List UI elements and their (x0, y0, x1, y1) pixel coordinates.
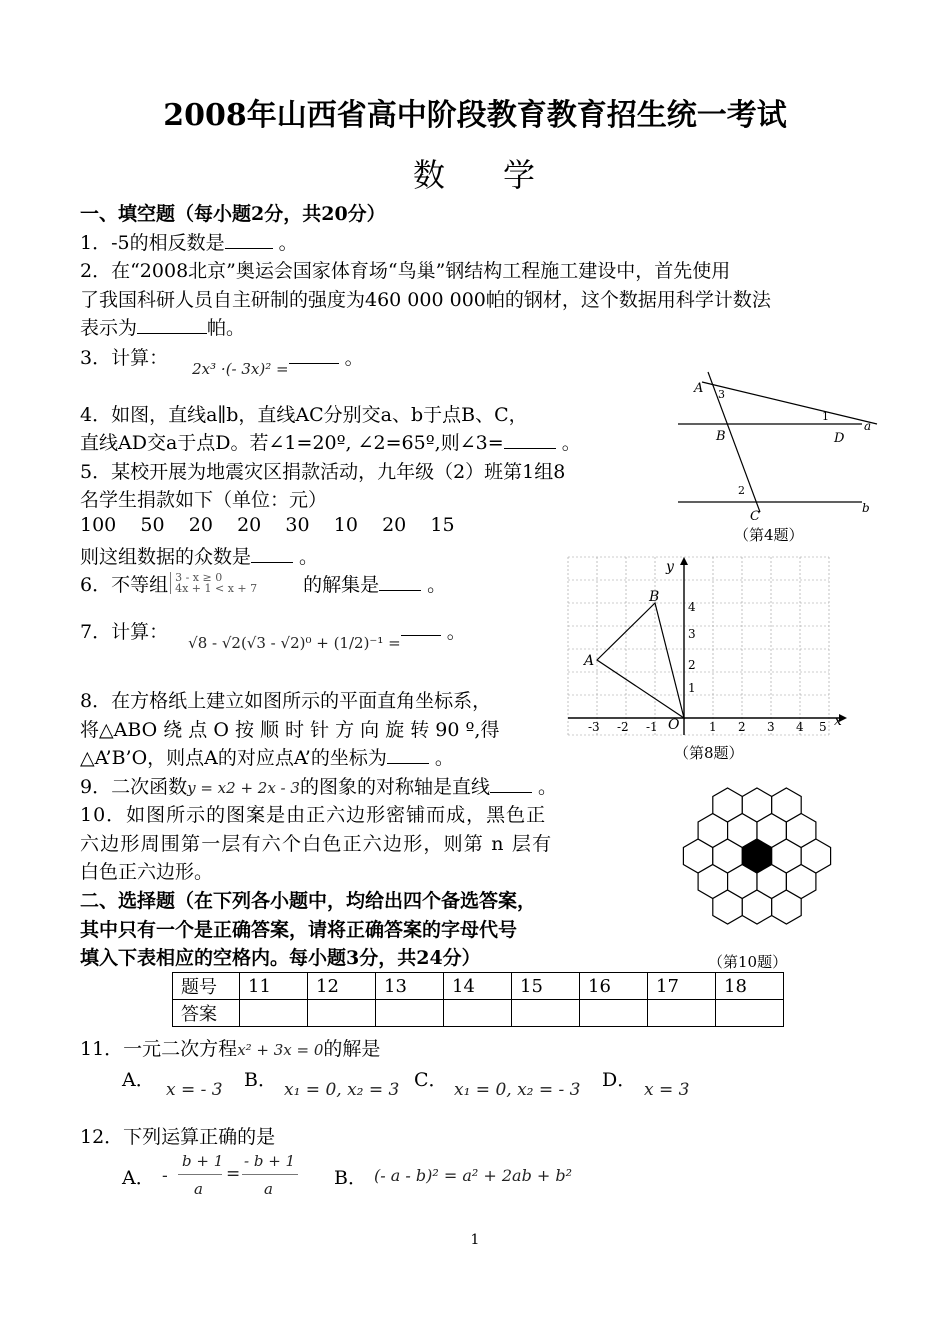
tick-label: 5 (819, 720, 827, 734)
tick-label: 3 (688, 627, 696, 641)
q8-line3: △A’B’O，则点A的对应点A’的坐标为 。 (80, 747, 454, 769)
equals-sign: = (226, 1164, 241, 1184)
label-c-point: C (750, 509, 760, 524)
q11-option-b-text: x₁ = 0, x₂ = 3 (284, 1080, 400, 1100)
x-tick-labels (588, 720, 827, 734)
point-b-label: B (649, 589, 660, 605)
triangle-abo (597, 603, 684, 718)
figure-10-caption: （第10题） (708, 953, 788, 971)
table-cell: 14 (444, 973, 512, 1000)
tick-label: 1 (688, 681, 696, 695)
fraction-bar (242, 1174, 298, 1175)
figure-8 (564, 553, 854, 763)
q12-a-den2: a (264, 1180, 273, 1198)
section2-line3: 填入下表相应的空格内。每小题3分，共24分） (80, 947, 481, 969)
grid (568, 557, 829, 735)
figure-4-caption: （第4题） (734, 526, 804, 544)
tick-label: 1 (709, 720, 717, 734)
q11-option-d: D． (602, 1069, 637, 1091)
page-title: 2008年山西省高中阶段教育教育招生统一考试 (163, 98, 787, 133)
tick-label: 3 (767, 720, 775, 734)
answer-table (172, 972, 784, 1027)
q10-line3: 白色正六边形。 (80, 861, 214, 883)
figure-4 (672, 362, 882, 552)
q2-line3: 表示为 帕。 (80, 317, 246, 339)
table-cell: 16 (580, 973, 648, 1000)
label-angle-1: 1 (822, 410, 829, 423)
subject-char-2: 学 (503, 156, 538, 194)
q4-line1: 4．如图，直线a∥b，直线AC分别交a、b于点B、C， (80, 404, 528, 426)
answer-blank (490, 774, 532, 793)
q11-option-a-text: x = - 3 (166, 1080, 223, 1100)
table-cell: 17 (648, 973, 716, 1000)
line-ad (702, 382, 877, 424)
table-cell: 12 (308, 973, 376, 1000)
page-number: 1 (470, 1232, 480, 1248)
axis-y-label: y (666, 559, 674, 575)
subject-heading (0, 150, 950, 196)
minus-sign: - (162, 1166, 168, 1186)
section1-heading: 一、填空题（每小题2分，共20分） (80, 203, 386, 225)
label-d-point: D (834, 431, 845, 446)
section2-line2: 其中只有一个是正确答案，请将正确答案的字母代号 (80, 919, 518, 941)
answer-blank (289, 345, 339, 364)
table-row (173, 1000, 784, 1027)
q8-line2: 将△ABO 绕 点 O 按 顺 时 针 方 向 旋 转 90 º,得 (80, 719, 500, 741)
q7-expression: √8 - √2(√3 - √2)⁰ + (1/2)⁻¹ = (188, 634, 401, 652)
q10-line2: 六边形周围第一层有六个白色正六边形，则第 n 层有 (80, 833, 553, 855)
q8-line1: 8．在方格纸上建立如图所示的平面直角坐标系， (80, 690, 492, 712)
q6: 6．不等组 3 - x ≥ 0 4x + 1 < x + 7 的解集是 。 (80, 571, 447, 596)
label-line-b: b (862, 501, 870, 515)
table-row (173, 973, 784, 1000)
q9: 9．二次函数y = x2 + 2x - 3的图象的对称轴是直线 。 (80, 776, 557, 798)
answer-cell[interactable] (580, 1000, 648, 1027)
answer-blank (251, 544, 293, 563)
answer-cell[interactable] (648, 1000, 716, 1027)
label-a-point: A (694, 381, 704, 396)
q3-expression: 2x³ ·(- 3x)² = (192, 360, 289, 378)
q7: 7．计算： $_{√8 - √2(√3 - √2)^0 + (1/2)^{-1} =}$ 。 (80, 617, 466, 644)
answer-blank (225, 230, 273, 249)
q12-a-den: a (194, 1180, 203, 1198)
y-arrow (680, 557, 688, 565)
tick-label: 4 (796, 720, 804, 734)
q6-inequality-system: 3 - x ≥ 0 4x + 1 < x + 7 (170, 572, 303, 594)
subject-char-1: 数 (412, 156, 447, 194)
q5-line2: 名学生捐款如下（单位：元） (80, 489, 328, 511)
q11-option-d-text: x = 3 (644, 1080, 690, 1100)
q12-option-a: A． (122, 1167, 155, 1189)
answer-blank (504, 430, 556, 449)
q11-stem: 11．一元二次方程x² + 3x = 0的解是 (80, 1038, 381, 1060)
q11-option-c-text: x₁ = 0, x₂ = - 3 (454, 1080, 581, 1100)
answer-blank (401, 617, 441, 636)
q2-line1: 2．在“2008北京”奥运会国家体育场“鸟巢”钢结构工程施工建设中，首先使用 (80, 260, 731, 282)
answer-cell[interactable] (376, 1000, 444, 1027)
q12-a-num1: b + 1 (182, 1152, 224, 1170)
tick-label: 4 (688, 600, 696, 614)
q10-line1: 10．如图所示的图案是由正六边形密铺而成，黑色正 (80, 804, 547, 826)
q12-a-num2: - b + 1 (244, 1152, 296, 1170)
answer-cell[interactable] (716, 1000, 784, 1027)
q2-line2: 了我国科研人员自主研制的强度为460 000 000帕的钢材，这个数据用科学计数法 (80, 289, 771, 311)
q12-option-b: B． (334, 1167, 367, 1189)
tick-label: -3 (588, 720, 600, 734)
label-angle-2: 2 (738, 484, 745, 497)
tick-label: 2 (688, 658, 696, 672)
answer-cell[interactable] (308, 1000, 376, 1027)
table-cell: 11 (240, 973, 308, 1000)
axis-x-label: x (834, 713, 842, 729)
y-tick-labels (688, 600, 696, 695)
q11-option-a: A． (122, 1069, 155, 1091)
figure-8-caption: （第8题） (674, 744, 744, 762)
tick-label: 2 (738, 720, 746, 734)
q1: 1．-5的相反数是 。 (80, 232, 298, 254)
answer-blank (137, 315, 207, 334)
table-cell: 13 (376, 973, 444, 1000)
table-cell: 15 (512, 973, 580, 1000)
tick-label: -2 (617, 720, 629, 734)
fraction-bar (178, 1174, 222, 1175)
q9-expression: y = x2 + 2x - 3 (187, 779, 300, 797)
figure-10 (672, 772, 842, 972)
origin-label: O (668, 717, 680, 733)
label-line-a: a (864, 419, 872, 433)
table-header-cell: 题号 (173, 973, 240, 1000)
answer-blank (379, 572, 421, 591)
q4-line2: 直线AD交a于点D。若∠1=20º, ∠2=65º,则∠3= 。 (80, 432, 581, 454)
section2-line1: 二、选择题（在下列各小题中，均给出四个备选答案， (80, 890, 537, 912)
q5-line4: 则这组数据的众数是 。 (80, 546, 319, 568)
table-header-cell: 答案 (173, 1000, 240, 1027)
point-a-label: A (584, 653, 595, 669)
table-cell: 18 (716, 973, 784, 1000)
q11-option-c: C． (414, 1069, 448, 1091)
answer-cell[interactable] (512, 1000, 580, 1027)
label-angle-3: 3 (718, 388, 725, 401)
tick-label: -1 (646, 720, 658, 734)
answer-cell[interactable] (444, 1000, 512, 1027)
q12-b-expression: (- a - b)² = a² + 2ab + b² (374, 1166, 573, 1185)
answer-blank (387, 745, 429, 764)
answer-cell[interactable] (240, 1000, 308, 1027)
q3: 3．计算： $_{2x^3 \cdot(- 3x)^2 =}$ 。 (80, 347, 364, 378)
q11-expression: x² + 3x = 0 (237, 1041, 324, 1059)
q5-line1: 5．某校开展为地震灾区捐款活动，九年级（2）班第1组8 (80, 461, 566, 483)
q12-stem: 12．下列运算正确的是 (80, 1126, 276, 1148)
q11-option-b: B． (244, 1069, 277, 1091)
hexagon-tiling (683, 788, 830, 924)
label-b-point: B (716, 429, 726, 444)
q5-data: 100 50 20 20 30 10 20 15 (80, 514, 455, 536)
